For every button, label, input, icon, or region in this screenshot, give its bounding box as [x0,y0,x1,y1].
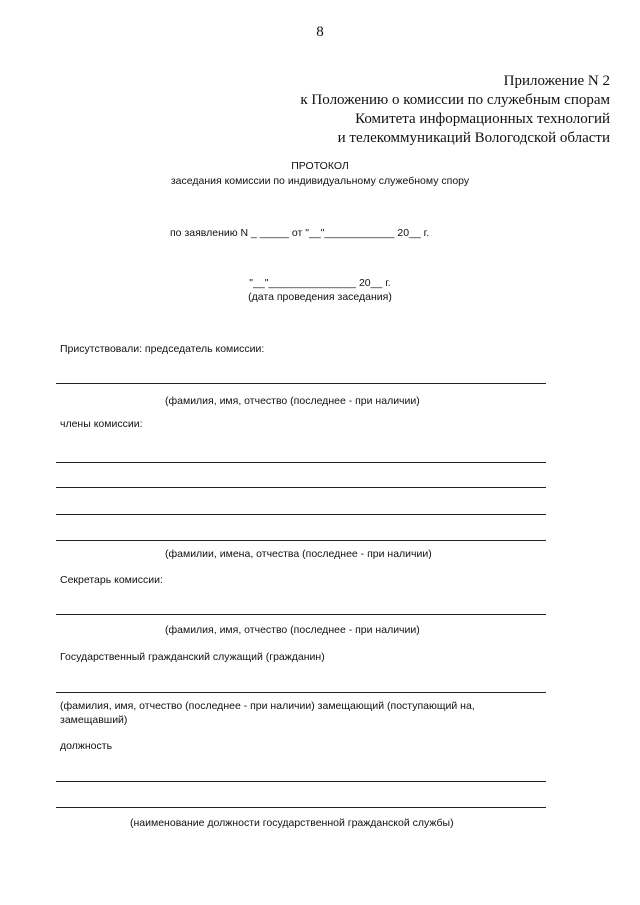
present-label: Присутствовали: председатель комиссии: [60,343,265,355]
members-label: члены комиссии: [60,418,143,430]
appendix-line-4: и телекоммуникаций Вологодской области [337,130,610,146]
member-line-4 [56,540,546,541]
protocol-title: ПРОТОКОЛ [291,160,349,172]
appendix-line-2: к Положению о комиссии по служебным спорам [300,92,610,108]
secretary-caption: (фамилия, имя, отчество (последнее - при наличии) [165,624,420,636]
appendix-line-3: Комитета информационных технологий [355,111,610,127]
servant-caption-line-2: замещавший) [60,714,128,726]
servant-caption-line-1: (фамилия, имя, отчество (последнее - при наличии) замещающий (поступающий на, [60,700,475,712]
servant-line [56,692,546,693]
members-caption: (фамилии, имена, отчества (последнее - при наличии) [165,548,432,560]
secretary-line [56,614,546,615]
page-number: 8 [316,24,324,40]
date-line: "__"_______________ 20__ г. [249,277,391,289]
member-line-3 [56,514,546,515]
protocol-subtitle: заседания комиссии по индивидуальному служебному спору [170,175,470,187]
member-line-1 [56,462,546,463]
chair-line [56,383,546,384]
chair-caption: (фамилия, имя, отчество (последнее - при наличии) [165,395,420,407]
date-caption: (дата проведения заседания) [248,291,392,303]
position-caption: (наименование должности государственной гражданской службы) [130,817,454,829]
servant-label: Государственный гражданский служащий (гражданин) [60,651,325,663]
application-line: по заявлению N _ _____ от "__"____________ 20__ г. [170,227,430,239]
position-line-1 [56,781,546,782]
position-line-2 [56,807,546,808]
secretary-label: Секретарь комиссии: [60,574,163,586]
member-line-2 [56,487,546,488]
position-label: должность [60,740,113,752]
appendix-line-1: Приложение N 2 [503,73,610,89]
